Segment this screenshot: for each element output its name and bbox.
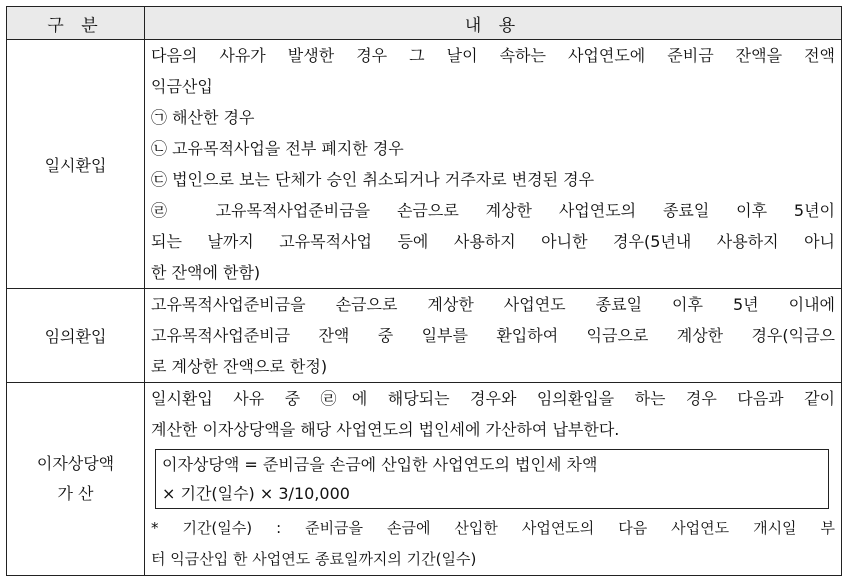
footnote-line: 터 익금산입 한 사업연도 종료일까지의 기간(일수) (151, 550, 477, 568)
row-content (145, 383, 842, 576)
row-category-label: 일시환입 (7, 40, 145, 289)
formula-line: × 기간(일수) × 3/10,000 (162, 484, 350, 503)
content-line: ㉡ 고유목적사업을 전부 폐지한 경우 (151, 139, 404, 158)
content-line: 되는 날까지 고유목적사업 등에 사용하지 아니한 경우(5년내 사용하지 아니 (151, 232, 835, 251)
row-category-label: 이자상당액 가 산 (7, 383, 145, 576)
content-line: ㉢ 법인으로 보는 단체가 승인 취소되거나 거주자로 변경된 경우 (151, 170, 595, 189)
content-line: 고유목적사업준비금 잔액 중 일부를 환입하여 익금으로 계상한 경우(익금으 (151, 326, 835, 345)
formula-box (155, 449, 829, 509)
content-line: 다음의 사유가 발생한 경우 그 날이 속하는 사업연도에 준비금 잔액을 전액 (151, 46, 835, 65)
table-header-row (7, 7, 842, 40)
content-line: 익금산입 (151, 77, 213, 96)
row-content (145, 289, 842, 383)
formula-line: 이자상당액 = 준비금을 손금에 산입한 사업연도의 법인세 차액 (162, 455, 598, 474)
content-line: 고유목적사업준비금을 손금으로 계상한 사업연도 종료일 이후 5년 이내에 (151, 295, 835, 314)
row-category-label: 임의환입 (7, 289, 145, 383)
reserve-reversal-table (6, 6, 842, 576)
table-row-voluntary-reversal (7, 289, 842, 383)
content-line: 계산한 이자상당액을 해당 사업연도의 법인세에 가산하여 납부한다. (151, 420, 620, 439)
header-category: 구 분 (7, 7, 145, 40)
content-line: 일시환입 사유 중 ㉣에 해당되는 경우와 임의환입을 하는 경우 다음과 같이 (151, 389, 835, 408)
content-line: 로 계상한 잔액으로 한정) (151, 357, 328, 376)
content-line: 한 잔액에 한함) (151, 263, 261, 282)
content-line: ㉠ 해산한 경우 (151, 108, 255, 127)
table-row-interest-addition (7, 383, 842, 576)
table-row-lump-sum-reversal (7, 40, 842, 289)
footnote-line: * 기간(일수) : 준비금을 손금에 산입한 사업연도의 다음 사업연도 개시일 부 (151, 519, 835, 537)
content-line: ㉣ 고유목적사업준비금을 손금으로 계상한 사업연도의 종료일 이후 5년이 (151, 201, 835, 220)
header-content: 내 용 (145, 7, 842, 40)
row-content (145, 40, 842, 289)
